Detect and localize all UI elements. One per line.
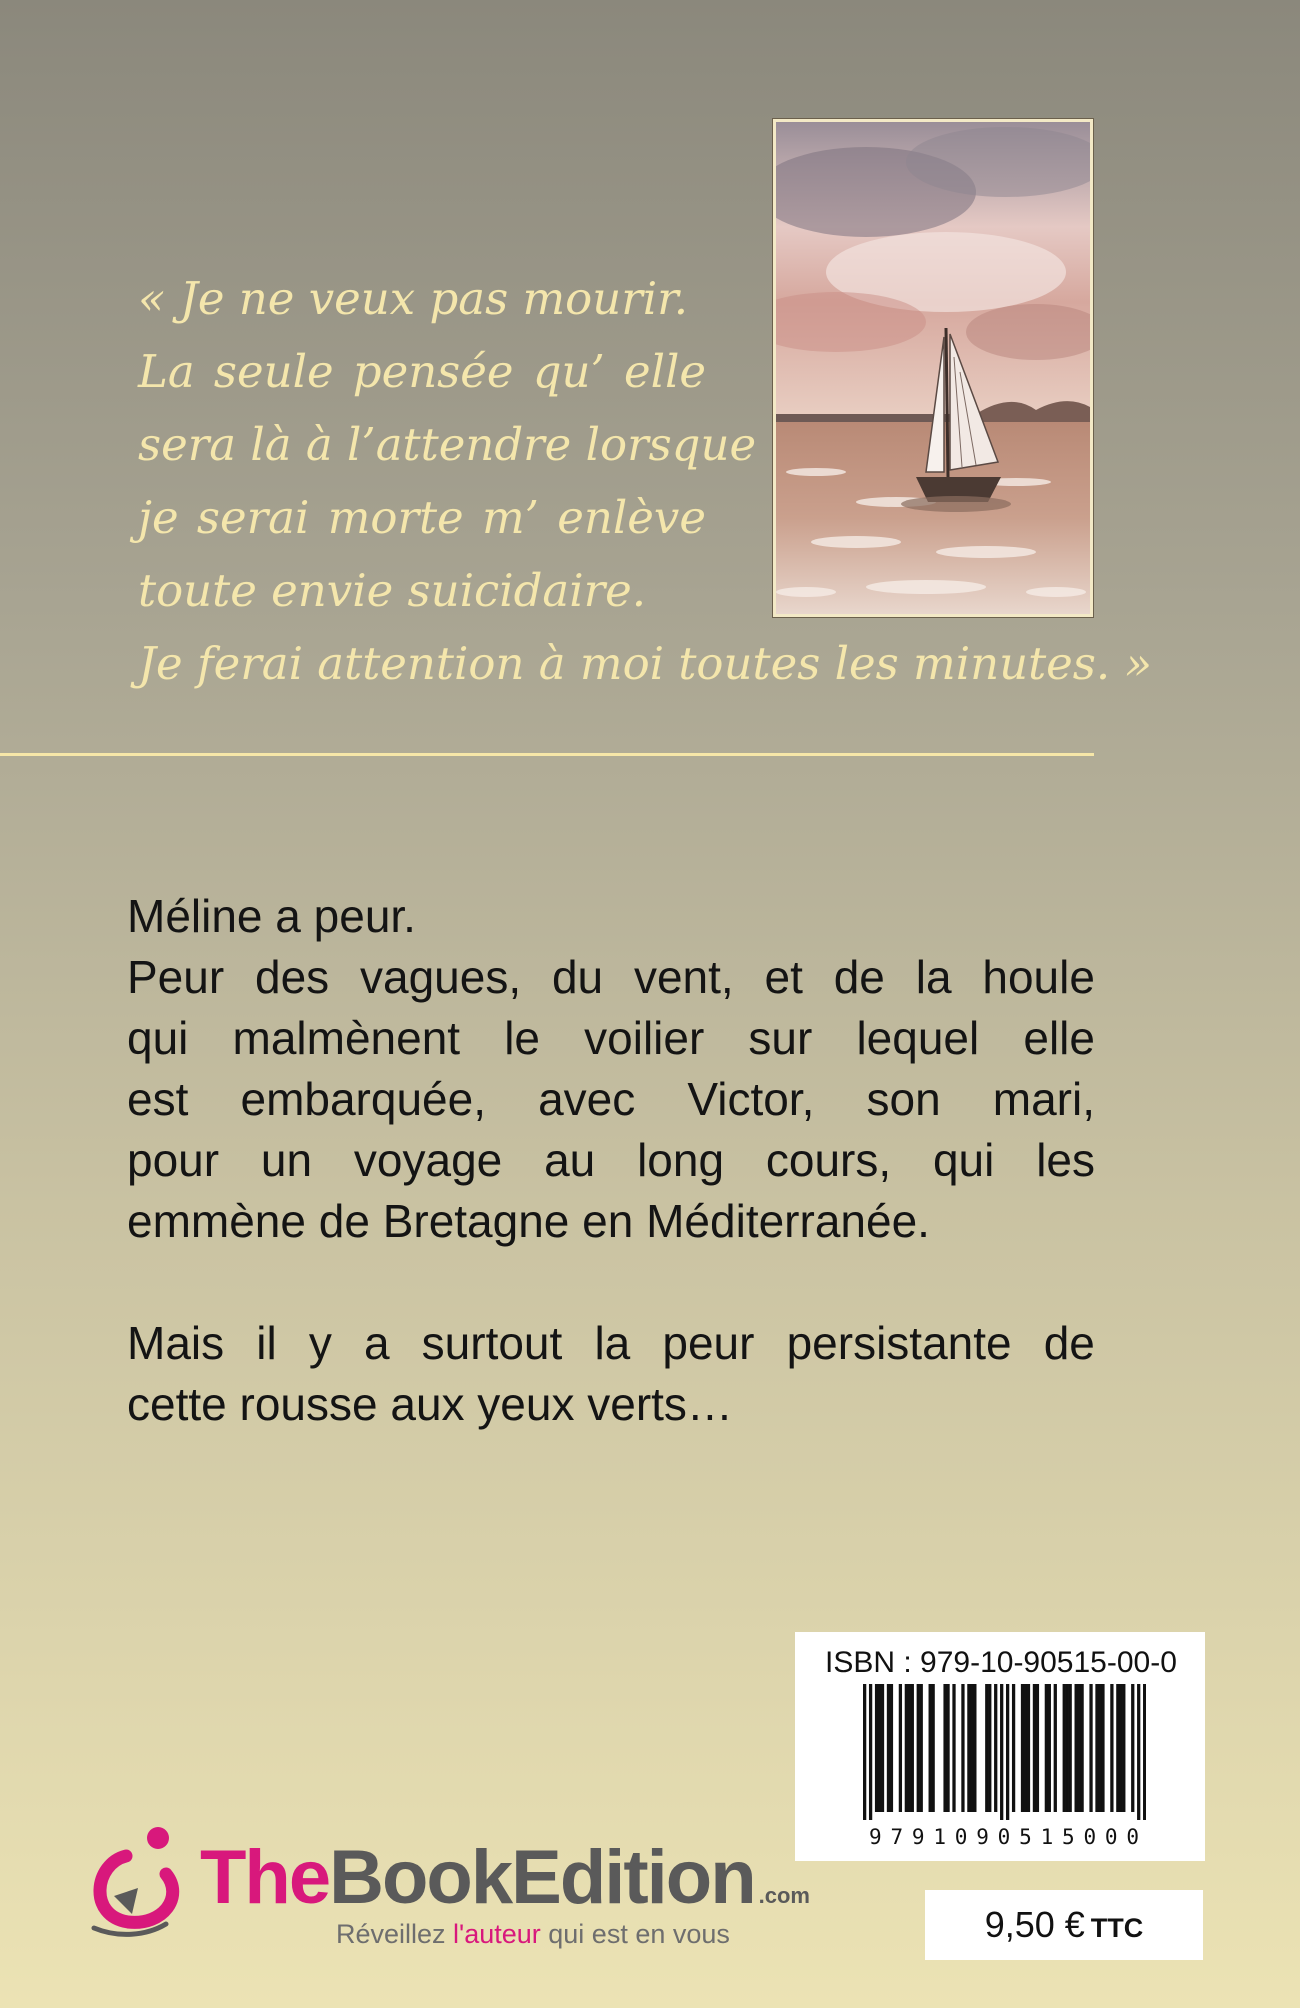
barcode-bar [1027,1684,1030,1812]
barcode-bar [1110,1684,1113,1812]
blurb-word: au [544,1134,596,1186]
quote-word: La [138,345,195,398]
quote-word: enlève [557,491,706,544]
blurb-word: avec [538,1073,636,1125]
blurb-line: cette rousse aux yeux verts… [127,1378,733,1430]
barcode-bar [967,1684,970,1812]
blurb-word: elle [1023,1012,1095,1064]
quote-line: Je ferai attention à moi toutes les minutes. » [138,637,1153,690]
publisher-name-part1: The [200,1835,330,1920]
barcode-bar [943,1684,946,1812]
barcode-bar [1089,1684,1092,1812]
barcode-bar [952,1684,955,1812]
blurb-word: embarquée, [240,1073,486,1125]
barcode-bar [1069,1684,1072,1812]
quote-word: je [138,491,179,544]
blurb-line [127,1069,1095,1130]
barcode-bar [908,1684,911,1812]
blurb-word: des [255,951,330,1003]
barcode-bar [1033,1684,1036,1812]
barcode-bar [899,1684,902,1812]
barcode-bar [869,1684,872,1820]
barcode-bar [1021,1684,1024,1812]
blurb-word: long [637,1134,725,1186]
blurb-word: de [1043,1317,1095,1369]
barcode-bar [887,1684,890,1812]
tagline-text: Réveillez [336,1919,454,1949]
blurb-word: le [504,1012,541,1064]
barcode-bar [1054,1684,1057,1812]
blurb-word: Peur [127,951,225,1003]
blurb-word: peur [662,1317,755,1369]
blurb-word: pour [127,1134,220,1186]
blurb-word: du [551,951,604,1003]
quote-word: pensée [352,345,514,398]
barcode-bar [1122,1684,1125,1812]
barcode-digits: 9791090515000 [869,1825,1139,1848]
barcode-bar [1119,1684,1122,1812]
barcode-bar [881,1684,884,1812]
barcode-bar [1075,1684,1078,1812]
blurb-word: mari, [992,1073,1095,1125]
barcode-bar [1000,1684,1003,1820]
blurb-word: Victor, [687,1073,815,1125]
barcode-bar [863,1684,866,1820]
barcode-bar [1024,1684,1027,1812]
barcode-bar [1131,1684,1134,1812]
blurb-word: qui [127,1012,189,1064]
blurb-word: et [764,951,803,1003]
blurb-word: qui [932,1134,995,1186]
barcode [863,1684,1146,1848]
barcode-bar [1137,1684,1140,1820]
barcode-bar [961,1684,964,1812]
barcode-bar [1012,1684,1015,1812]
blurb-line: Méline a peur. [127,890,416,942]
blurb-word: les [1036,1134,1095,1186]
barcode-bar [1098,1684,1101,1812]
quote-line: toute envie suicidaire. [138,564,647,617]
barcode-bar [878,1684,881,1812]
barcode-bar [1080,1684,1083,1812]
blurb-word: sur [748,1012,813,1064]
blurb-word: est [127,1073,189,1125]
barcode-bar [1116,1684,1119,1812]
barcode-bar [1045,1684,1048,1812]
barcode-bar [1095,1684,1098,1812]
price-amount: 9,50 € [984,1904,1085,1945]
blurb-word: persistante [786,1317,1012,1369]
barcode-bar [1006,1684,1009,1820]
barcode-bar [932,1684,935,1812]
barcode-bar [920,1684,923,1812]
isbn-label: ISBN : 979-10-90515-00-0 [825,1646,1177,1679]
price-tag [925,1890,1203,1960]
barcode-bar [985,1684,988,1812]
barcode-bar [1066,1684,1069,1812]
publisher-name-part2: BookEdition [329,1835,755,1920]
barcode-bar [973,1684,976,1812]
publisher-logo [66,1816,866,1956]
quote-word: seule [213,345,334,398]
blurb-word: la [594,1317,631,1369]
tagline-highlight: l'auteur [453,1919,541,1949]
barcode-bar [970,1684,973,1812]
divider-rule [0,753,1094,756]
quote-word: elle [623,345,706,398]
barcode-bar [890,1684,893,1812]
blurb-line [127,1008,1095,1069]
barcode-bar [988,1684,991,1812]
barcode-bar [875,1684,878,1812]
quote-word: serai [196,491,310,544]
barcode-bar [917,1684,920,1812]
blurb-word: lequel [856,1012,980,1064]
quote-word: qu’ [532,345,605,398]
barcode-bar [905,1684,908,1812]
quote-line: « Je ne veux pas mourir. [138,272,688,325]
back-cover-blurb [127,886,1095,1435]
blurb-word: voyage [353,1134,503,1186]
pull-quote [138,262,1153,700]
blurb-word: son [866,1073,941,1125]
blurb-line [127,1130,1095,1191]
blurb-line [127,1313,1095,1374]
blurb-word: la [915,951,952,1003]
blurb-word: malmènent [232,1012,461,1064]
quote-line [138,335,706,408]
quote-word: m’ [482,491,539,544]
barcode-bar [994,1684,997,1812]
barcode-bar [929,1684,932,1812]
person-swoosh-icon [66,1816,206,1956]
barcode-bar [1063,1684,1066,1812]
blurb-word: il [256,1317,277,1369]
barcode-bar [1077,1684,1080,1812]
blurb-word: Mais [127,1317,225,1369]
quote-line: sera là à l’attendre lorsque [138,418,757,471]
blurb-word: surtout [421,1317,563,1369]
quote-word: morte [327,491,464,544]
quote-line [138,481,706,554]
barcode-bar [911,1684,914,1812]
price-suffix: TTC [1090,1913,1144,1943]
blurb-word: a [363,1317,390,1369]
blurb-word: cours, [765,1134,892,1186]
publisher-tagline [336,1919,730,1950]
blurb-word: y [308,1317,332,1369]
blurb-word: vagues, [360,951,522,1003]
barcode-bar [1036,1684,1039,1812]
paragraph-gap [127,1252,1095,1313]
barcode-bar [1101,1684,1104,1812]
blurb-word: de [833,951,885,1003]
blurb-line [127,947,1095,1008]
publisher-tld: .com [758,1883,810,1908]
barcode-bar [1143,1684,1146,1820]
barcode-bar [1048,1684,1051,1812]
blurb-word: un [260,1134,313,1186]
blurb-word: voilier [584,1012,705,1064]
blurb-word: vent, [633,951,734,1003]
blurb-word: houle [982,951,1095,1003]
barcode-bar [946,1684,949,1812]
tagline-text: qui est en vous [540,1919,730,1949]
blurb-line: emmène de Bretagne en Méditerranée. [127,1195,930,1247]
